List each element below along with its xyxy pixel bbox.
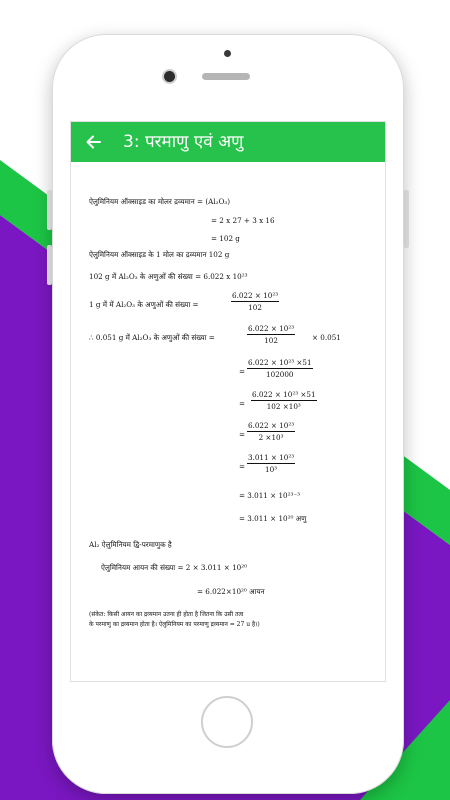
front-camera [164,71,175,82]
text-line: Al₂ ऐलुमिनियम द्वि-परमाणुक है [89,540,172,549]
text-line: ऐलुमिनियम ऑक्साइड का मोलर द्रव्यमान = (Al₂O₃) [89,197,231,206]
text-line: ऐलुमिनियम ऑक्साइड के 1 मोल का द्रव्यमान 102 g [89,250,230,259]
equals-sign: = [239,430,246,439]
fraction-numerator: 3.011 × 10²³ [248,453,295,462]
fraction-numerator: 6.022 × 10²³ [248,324,295,333]
note-line: (संकेत: किसी आयन का द्रव्यमान उतना ही होता है जितना कि उसी तत्व [89,611,244,618]
fraction-numerator: 6.022 × 10²³ [232,291,279,300]
fraction-denominator: 2 ×10³ [258,433,284,442]
fraction [247,453,295,474]
text-line: ऐलुमिनियम आयन की संख्या = 2 × 3.011 × 10²⁰ [101,563,247,572]
solution-content [71,162,386,682]
fraction-denominator: 102 ×10³ [266,402,301,411]
fraction-denominator: 102 [248,303,262,312]
fraction-numerator: 6.022 × 10²³ ×51 [252,390,316,399]
fraction-numerator: 6.022 × 10²³ ×51 [248,358,312,367]
text-line: = 6.022×10²⁰ आयन [197,587,265,596]
text-line: = 3.011 × 10²³⁻³ [239,491,301,500]
proximity-sensor [224,50,231,57]
equals-sign: = [239,367,246,376]
text-line: × 0.051 [312,333,341,342]
page-title: 3: परमाणु एवं अणु [123,132,244,152]
fraction [251,390,317,411]
fraction [247,358,313,379]
fraction-denominator: 102 [264,336,278,345]
fraction-denominator: 102000 [266,370,294,379]
text-line: 1 g में में Al₂O₃ के अणुओं की संख्या = [89,300,199,309]
text-line: = 102 g [211,234,240,243]
text-line: = 3.011 × 10²⁰ अणु [239,514,307,523]
arrow-left-icon[interactable] [81,129,107,155]
fraction [247,324,295,345]
earpiece-speaker [202,73,250,80]
power-button [404,190,409,248]
text-line: = 2 x 27 + 3 x 16 [211,216,275,225]
fraction [231,291,279,312]
text-line: ∴ 0.051 g में Al₂O₃ के अणुओं की संख्या = [89,333,215,342]
app-bar [71,122,386,162]
fraction [247,421,295,442]
home-button[interactable] [201,696,253,748]
equals-sign: = [239,399,246,408]
equals-sign: = [239,462,246,471]
note-line: के परमाणु का द्रव्यमान होता है। ऐलुमिनियम का परमाणु द्रव्यमान = 27 u है।) [89,621,260,628]
app-screen [70,121,386,682]
text-line: 102 g में Al₂O₃ के अणुओं की संख्या = 6.022 x 10²³ [89,272,248,281]
fraction-denominator: 10³ [265,465,278,474]
fraction-numerator: 6.022 × 10²³ [248,421,295,430]
